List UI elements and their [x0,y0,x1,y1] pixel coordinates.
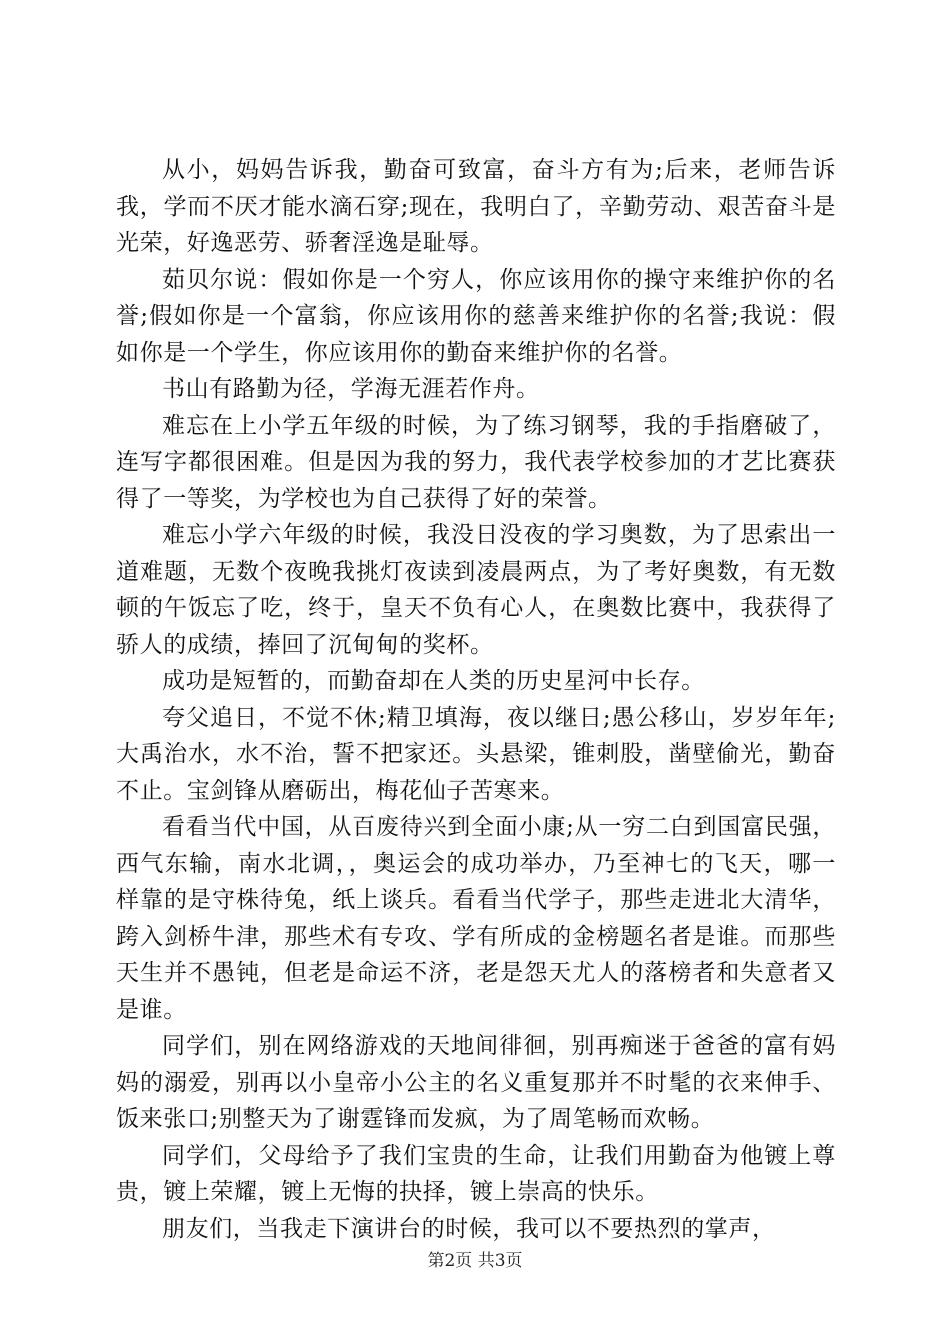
paragraph: 书山有路勤为径，学海无涯若作舟。 [162,376,540,402]
paragraph: 夸父追日，不觉不休;精卫填海，夜以继日;愚公移山，岁岁年年;大禹治水，水不治，誓不把家还。头悬梁，锥刺股，凿壁偷光，勤奋不止。宝剑锋从磨砺出，梅花仙子苦寒来。 [116,704,836,804]
paragraph: 同学们，父母给予了我们宝贵的生命，让我们用勤奋为他镀上尊贵，镀上荣耀，镀上无悔的抉择，镀上崇高的快乐。 [116,1142,836,1205]
paragraph: 成功是短暂的，而勤奋却在人类的历史星河中长存。 [162,668,705,694]
paragraph: 从小，妈妈告诉我，勤奋可致富，奋斗方有为;后来，老师告诉我，学而不厌才能水滴石穿;现在，我明白了，辛勤劳动、艰苦奋斗是光荣，好逸恶劳、骄奢淫逸是耻辱。 [116,157,836,256]
paragraph: 同学们，别在网络游戏的天地间徘徊，别再痴迷于爸爸的富有妈妈的溺爱，别再以小皇帝小公主的名义重复那并不时髦的衣来伸手、饭来张口;别整天为了谢霆锋而发疯，为了周笔畅而欢畅。 [116,1033,836,1132]
paragraph: 难忘在上小学五年级的时候，为了练习钢琴，我的手指磨破了，连写字都很困难。但是因为我的努力，我代表学校参加的才艺比赛获得了一等奖，为学校也为自己获得了好的荣誉。 [116,412,836,512]
page-footer: 第2页 共3页 [427,1251,523,1271]
paragraph: 朋友们，当我走下演讲台的时候，我可以不要热烈的掌声， [162,1215,776,1242]
paragraph: 茹贝尔说：假如你是一个穷人，你应该用你的操守来维护你的名誉;假如你是一个富翁，你应该用你的慈善来维护你的名誉;我说：假如你是一个学生，你应该用你的勤奋来维护你的名誉。 [116,266,836,366]
body-text [116,152,836,1247]
paragraph: 看看当代中国，从百废待兴到全面小康;从一穷二白到国富民强，西气东输，南水北调，，奥运会的成功举办，乃至神七的飞天，哪一样靠的是守株待兔，纸上谈兵。看看当代学子，那些走进北大清华，跨入剑桥牛津，那些术有专攻、学有所成的金榜题名者是谁。而那些天生并不愚钝，但老是命运不济，老是怨天尤人的落榜者和失意者又是谁。 [116,814,836,1023]
paragraph: 难忘小学六年级的时候，我没日没夜的学习奥数，为了思索出一道难题，无数个夜晚我挑灯夜读到凌晨两点，为了考好奥数，有无数顿的午饭忘了吃，终于，皇天不负有心人，在奥数比赛中，我获得了骄人的成绩，捧回了沉甸甸的奖杯。 [116,522,836,658]
